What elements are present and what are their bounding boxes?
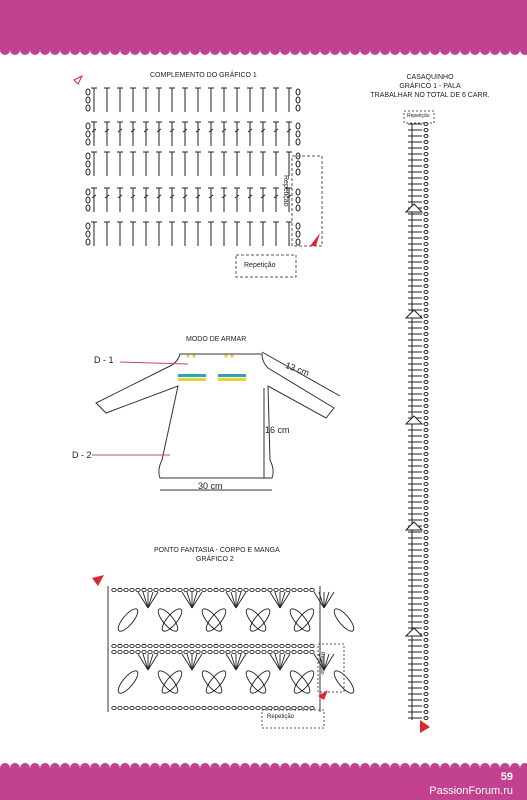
chart1-repeat-box — [236, 255, 296, 277]
casaquinho-title: CASAQUINHO — [406, 74, 454, 81]
chart2-title: PONTO FANTASIA - CORPO E MANGA — [154, 547, 280, 554]
chart2-repeat-label-vertical: Repetição — [319, 652, 325, 675]
chart2-subtitle: GRÁFICO 2 — [196, 556, 234, 563]
chart1-crochet-diagram — [86, 88, 300, 246]
page-number: 59 — [500, 771, 513, 783]
casaquinho-repeat-box — [404, 111, 434, 123]
measure-width: 30 cm — [198, 481, 223, 491]
assembly-part2-label: D - 2 — [72, 450, 92, 460]
chart1-repeat-label: Repetição — [244, 262, 276, 269]
assembly-part1-label: D - 1 — [94, 355, 114, 365]
casaquinho-note: TRABALHAR NO TOTAL DE 6 CARR. — [370, 92, 490, 99]
casaquinho-vertical-chart — [406, 123, 428, 721]
part1-pointer — [120, 362, 188, 364]
yoke-band-yellow-right — [218, 378, 246, 381]
assembly-title: MODO DE ARMAR — [186, 336, 247, 343]
casaquinho-end-marker — [420, 720, 430, 733]
casaquinho-subtitle: GRÁFICO 1 - PALA — [399, 83, 461, 90]
chart2-crochet-diagram — [108, 586, 357, 712]
chart1-repeat-label-vertical: Repetição — [282, 175, 289, 207]
chart1-end-marker — [310, 233, 320, 246]
chart1-start-marker — [74, 76, 82, 84]
measure-length: 16 cm — [265, 425, 290, 435]
watermark-text: PassionForum.ru — [429, 785, 513, 797]
yoke-band-yellow-left — [178, 378, 206, 381]
casaquinho-repeat-label: Repetição — [407, 113, 430, 119]
yoke-band-teal-left — [178, 374, 206, 377]
chart2-repeat-box — [262, 710, 324, 728]
chart2-repeat-label: Repetição — [267, 714, 295, 720]
chart2-start-marker — [92, 575, 104, 586]
yoke-band-teal-right — [218, 374, 246, 377]
chart2-end-marker — [318, 690, 328, 700]
chart1-title: COMPLEMENTO DO GRÁFICO 1 — [150, 72, 257, 79]
yoke-dots — [186, 354, 233, 357]
measure-sleeve: 13 cm — [284, 360, 311, 378]
